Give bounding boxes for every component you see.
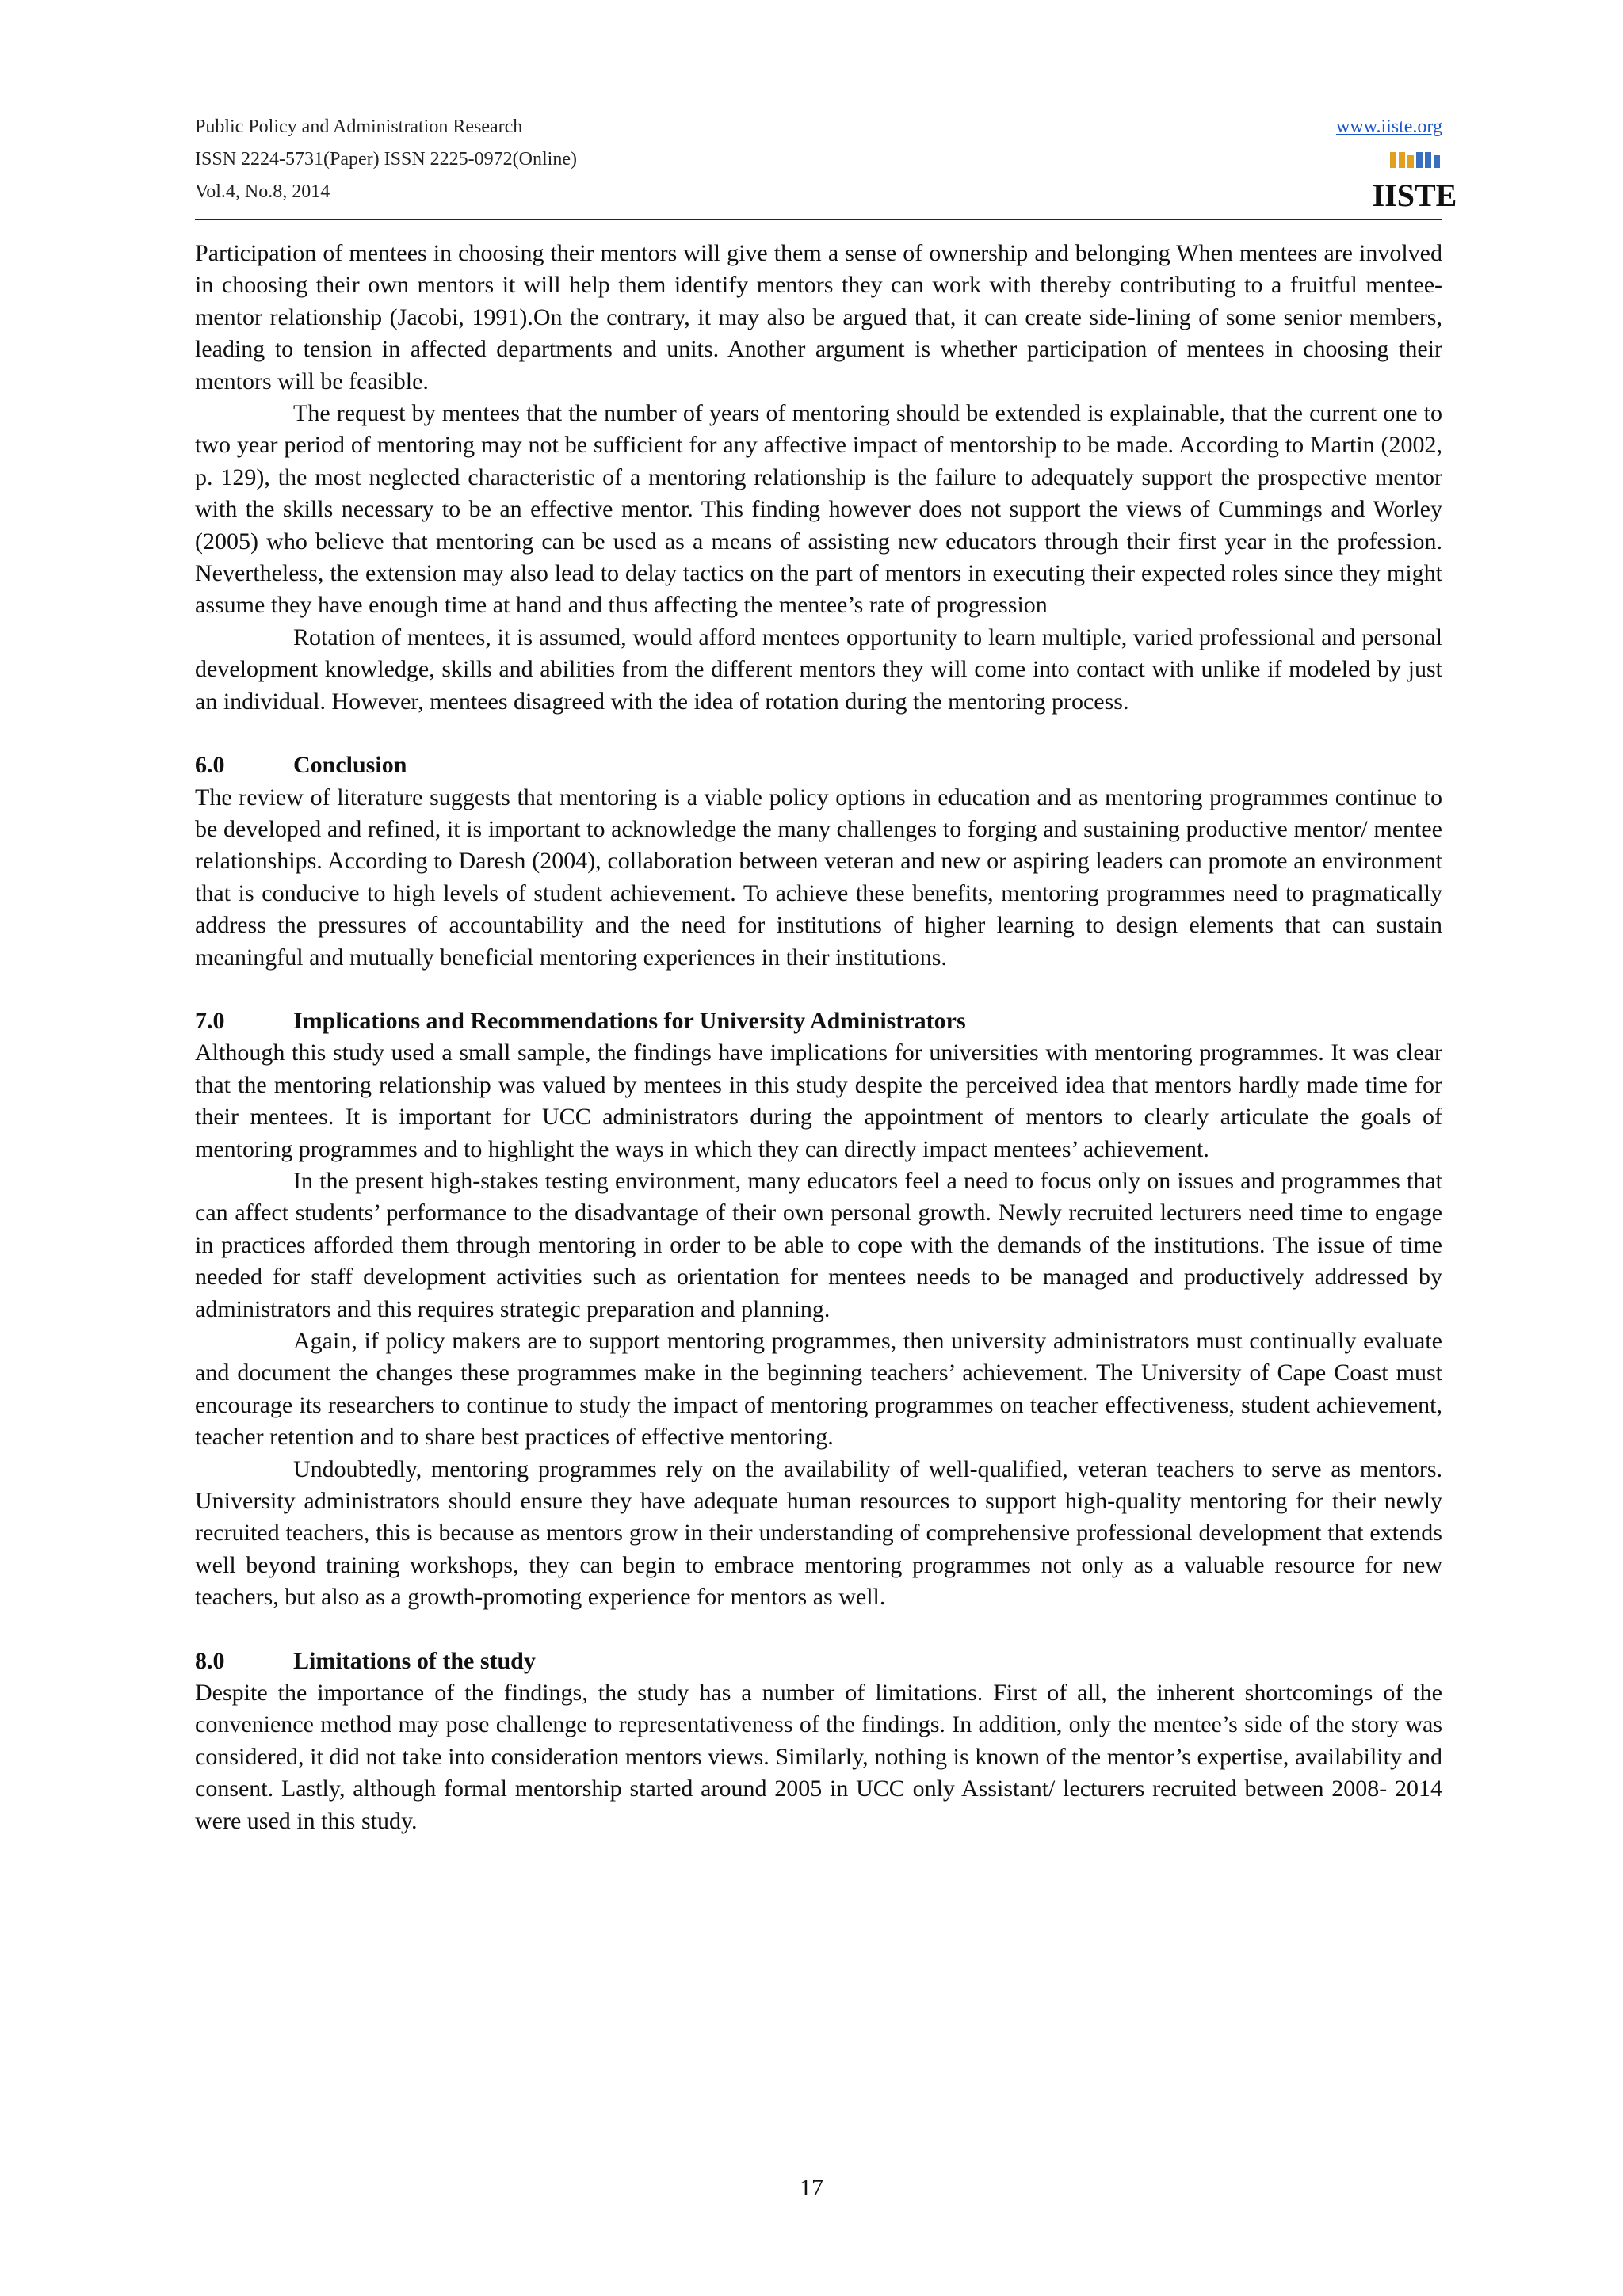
paragraph: In the present high-stakes testing environment, many educators feel a need to focus only on issues and programmes that can affect students’ performance to the disadvantage of their own personal growth. Newly recruited lecturers need time to engage in practices afforded them through mentoring in order to be able to cope with the demands of the institutions. The issue of time needed for staff development activities such as orientation for mentees needs to be managed and productively addressed by administrators and this requires strategic preparation and planning. xyxy=(195,1167,1442,1322)
journal-title: Public Policy and Administration Research xyxy=(195,116,523,137)
paragraph: The review of literature suggests that mentoring is a viable policy options in education and as mentoring programmes continue to be developed and refined, it is important to acknowledge the many challenges to forging and sustaining productive mentor/ mentee relationships. According to Daresh (2004), collaboration between veteran and new or aspiring leaders can promote an environment that is conducive to high levels of student achievement. To achieve these benefits, mentoring programmes need to pragmatically address the pressures of accountability and the need for institutions of higher learning to design elements that can sustain meaningful and mutually beneficial mentoring experiences in their institutions. xyxy=(195,784,1442,971)
section-heading-implications xyxy=(195,1005,1442,1037)
paragraph: Again, if policy makers are to support mentoring programmes, then university administrators must continually evaluate and document the changes these programmes make in the beginning teachers’ achievement. The University of Cape Coast must encourage its researchers to continue to study the impact of mentoring programmes on teacher effectiveness, student achievement, teacher retention and to share best practices of effective mentoring. xyxy=(195,1328,1442,1451)
section-title: Limitations of the study xyxy=(293,1647,536,1674)
header-rule xyxy=(195,219,1442,220)
page-header xyxy=(195,111,1457,217)
paragraph: Although this study used a small sample, the findings have implications for universities with mentoring programmes. It was clear that the mentoring relationship was valued by mentees in this study despite the perceived idea that mentors hardly made time for their mentees. It is important for UCC administrators during the appointment of mentors to clearly articulate the goals of mentoring programmes and to highlight the ways in which they can directly impact mentees’ achievement. xyxy=(195,1039,1442,1162)
paragraph: Despite the importance of the findings, the study has a number of limitations. First of all, the inherent shortcomings of the convenience method may pose challenge to representativeness of the findings. In addition, only the mentee’s side of the story was considered, it did not take into consideration mentors views. Similarly, nothing is known of the mentor’s expertise, availability and consent. Lastly, although formal mentorship started around 2005 in UCC only Assistant/ lecturers recruited between 2008- 2014 were used in this study. xyxy=(195,1680,1442,1834)
logo-lettering: IISTE xyxy=(1372,177,1457,213)
paragraph: Participation of mentees in choosing their mentors will give them a sense of ownership and belonging When mentees are involved in choosing their own mentors it will help them identify mentors they can work with thereby contributing to a fruitful mentee-mentor relationship (Jacobi, 1991).On the contrary, it may also be argued that, it can create side-lining of some senior members, leading to tension in affected departments and units. Another argument is whether participation of mentees in choosing their mentors will be feasible. xyxy=(195,240,1442,395)
section-number: 7.0 xyxy=(195,1007,225,1034)
paragraph: The request by mentees that the number of years of mentoring should be extended is explainable, that the current one to two year period of mentoring may not be sufficient for any affective impact of mentorship to be made. According to Martin (2002, p. 129), the most neglected characteristic of a mentoring relationship is the failure to adequately support the prospective mentor with the skills necessary to be an effective mentor. This finding however does not support the views of Cummings and Worley (2005) who believe that mentoring can be used as a means of assisting new educators through their first year in the profession. Nevertheless, the extension may also lead to delay tactics on the part of mentors in executing their expected roles since they might assume they have enough time at hand and thus affecting the mentee’s rate of progression xyxy=(195,400,1442,619)
paragraph: Rotation of mentees, it is assumed, would afford mentees opportunity to learn multiple, varied professional and personal development knowledge, skills and abilities from the different mentors they will come into contact with unlike if modeled by just an individual. However, mentees disagreed with the idea of rotation during the mentoring process. xyxy=(195,624,1442,715)
page xyxy=(195,111,1457,1834)
section-title: Implications and Recommendations for University Administrators xyxy=(293,1007,966,1034)
issn-line: ISSN 2224-5731(Paper) ISSN 2225-0972(Online) xyxy=(195,149,577,170)
article-body xyxy=(195,238,1442,1837)
section-heading-conclusion xyxy=(195,749,1442,781)
website-link[interactable]: www.iiste.org xyxy=(1336,116,1442,137)
page-number: 17 xyxy=(800,2175,823,2201)
iiste-logo xyxy=(1372,151,1457,213)
section-number: 8.0 xyxy=(195,1647,225,1674)
section-heading-limitations xyxy=(195,1646,1442,1677)
section-title: Conclusion xyxy=(293,752,407,779)
paragraph: Undoubtedly, mentoring programmes rely on the availability of well-qualified, veteran teachers to serve as mentors. University administrators should ensure they have adequate human resources to support high-quality mentoring for their newly recruited teachers, this is because as mentors grow in their understanding of comprehensive professional development that extends well beyond training workshops, they can begin to embrace mentoring programmes not only as a valuable resource for new teachers, but also as a growth-promoting experience for mentors as well. xyxy=(195,1455,1442,1611)
section-number: 6.0 xyxy=(195,752,225,779)
volume-line: Vol.4, No.8, 2014 xyxy=(195,181,330,202)
